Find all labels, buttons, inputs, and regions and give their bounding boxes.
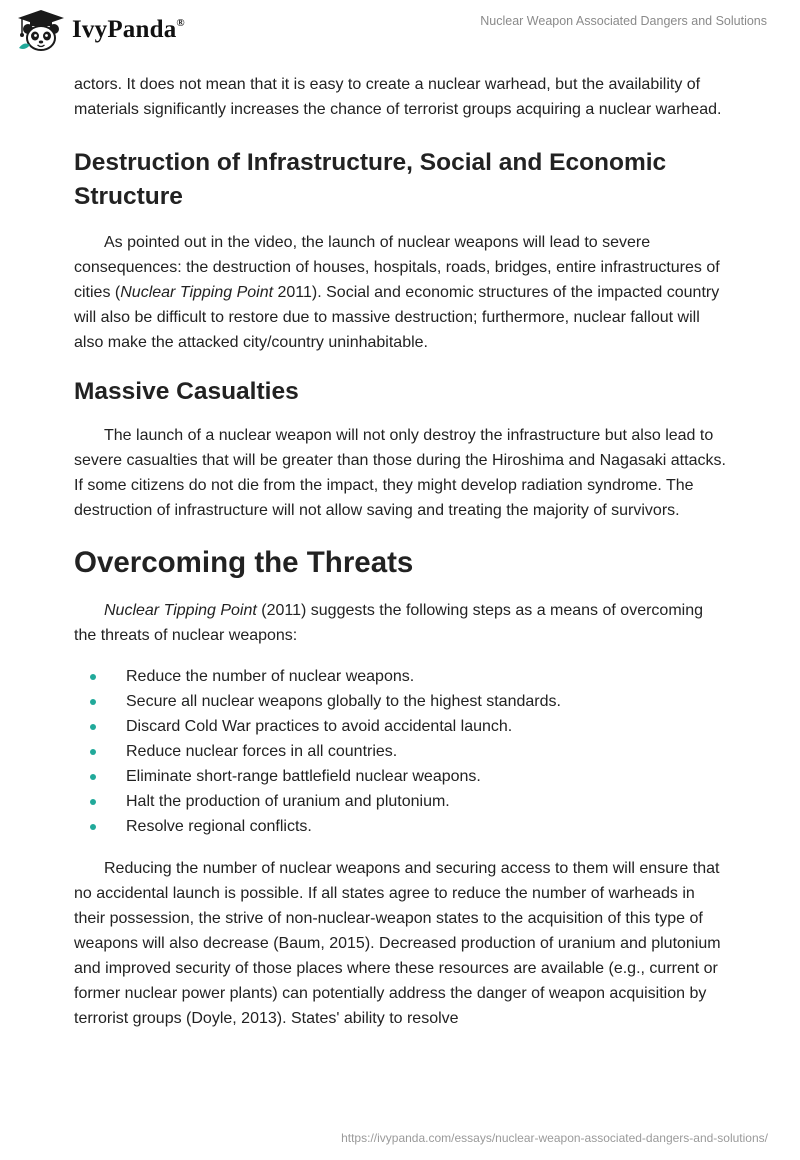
section-heading-infrastructure: Destruction of Infrastructure, Social and Economic Structure <box>74 149 667 210</box>
citation-title: Nuclear Tipping Point <box>120 284 274 301</box>
bullet-dot-icon <box>90 699 96 705</box>
list-item: Halt the production of uranium and plutonium. <box>74 789 726 814</box>
list-item: Resolve regional conflicts. <box>74 814 726 839</box>
closing-paragraph: Reducing the number of nuclear weapons and securing access to them will ensure that no accidental launch is possible. If all states agree to reduce the number of warheads in their possession, the strive of non-nuclear-weapon states to the acquisition of this type of weapons will also decrease (Baum, 2015). Decreased production of uranium and plutonium and improved security of those places where these resources are available (e.g., current or former nuclear power plants) can potentially address the danger of weapon acquisition by terrorist groups (Doyle, 2013). States' ability to resolve <box>74 860 721 1027</box>
section-heading-casualties: Massive Casualties <box>74 378 299 405</box>
steps-list <box>74 664 726 839</box>
essay-content <box>74 72 726 1031</box>
bullet-dot-icon <box>90 749 96 755</box>
ivypanda-logo[interactable] <box>14 8 185 52</box>
bullet-dot-icon <box>90 724 96 730</box>
page-header <box>0 0 800 60</box>
list-item: Reduce the number of nuclear weapons. <box>74 664 726 689</box>
citation-title: Nuclear Tipping Point <box>104 602 257 619</box>
bullet-dot-icon <box>90 774 96 780</box>
list-item: Secure all nuclear weapons globally to the highest standards. <box>74 689 726 714</box>
list-item: Eliminate short-range battlefield nuclear weapons. <box>74 764 726 789</box>
document-title: Nuclear Weapon Associated Dangers and Solutions <box>480 14 767 28</box>
source-url[interactable]: https://ivypanda.com/essays/nuclear-weapon-associated-dangers-and-solutions/ <box>341 1131 768 1145</box>
panda-graduate-icon <box>14 8 68 52</box>
bullet-dot-icon <box>90 799 96 805</box>
intro-paragraph: actors. It does not mean that it is easy to create a nuclear warhead, but the availability of materials significantly increases the chance of terrorist groups acquiring a nuclear warhead. <box>74 76 722 118</box>
list-item: Reduce nuclear forces in all countries. <box>74 739 726 764</box>
infrastructure-paragraph: As pointed out in the video, the launch of nuclear weapons will lead to severe consequences: the destruction of houses, hospitals, roads, bridges, entire infrastructures of cities (Nuclear Tipping Point 2011). Social and economic structures of the impacted country will also be difficult to restore due to massive destruction; furthermore, nuclear fallout will also make the attacked city/country uninhabitable. <box>74 234 720 351</box>
bullet-dot-icon <box>90 824 96 830</box>
logo-wordmark: IvyPanda® <box>72 16 185 43</box>
casualties-paragraph: The launch of a nuclear weapon will not only destroy the infrastructure but also lead to severe casualties that will be greater than those during the Hiroshima and Nagasaki attacks. If some citizens do not die from the impact, they might develop radiation syndrome. The destruction of infrastructure will not allow saving and treating the majority of survivors. <box>74 427 726 519</box>
overcoming-intro-paragraph: Nuclear Tipping Point (2011) suggests the following steps as a means of overcoming the threats of nuclear weapons: <box>74 602 703 644</box>
section-heading-overcoming: Overcoming the Threats <box>74 546 414 579</box>
bullet-dot-icon <box>90 674 96 680</box>
list-item: Discard Cold War practices to avoid accidental launch. <box>74 714 726 739</box>
